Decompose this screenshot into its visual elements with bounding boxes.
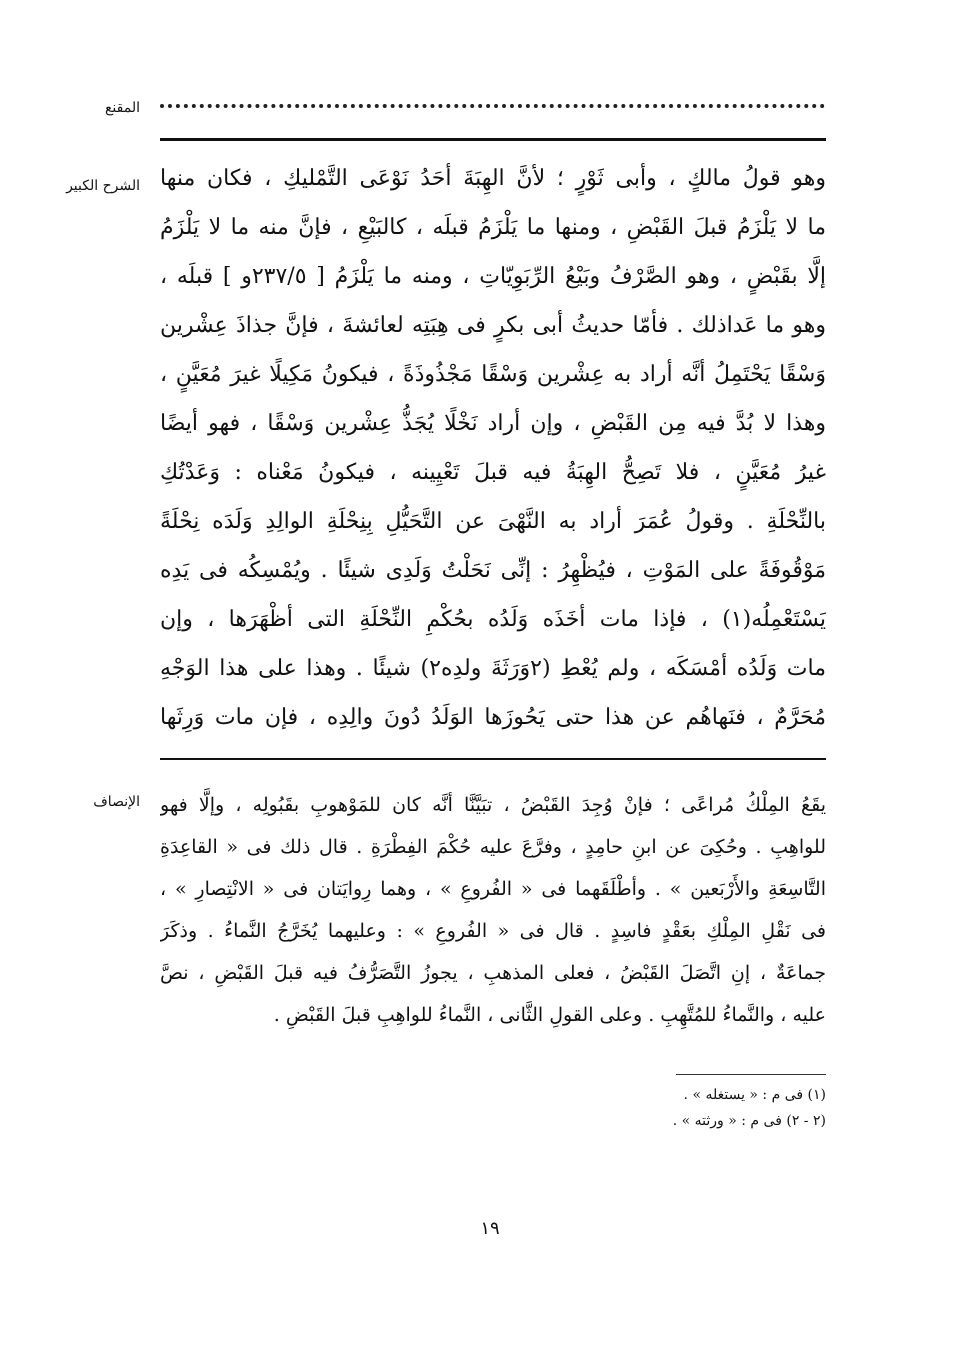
sharh-text-block: [160, 154, 826, 742]
insaf-section-label: الإنصاف: [93, 794, 140, 810]
footnote-item: (٢ - ٢) فى م : « ورثته » .: [672, 1113, 826, 1129]
insaf-line: للواهِبِ . وحُكِىَ عن ابنِ حامِدٍ ، وفرَّعَ عليه حُكْمَ الفِطْرَةِ . قال ذلك فى « القاعِدَةِ: [160, 836, 826, 858]
header-rule: [160, 138, 826, 141]
insaf-line: التَّاسِعَةِ والأَرْبَعين » . وأطْلَقَهما فى « الفُروعِ » ، وهما رِوايَتان فى « الانْتِصارِ » ،: [160, 878, 826, 900]
insaf-line: عليه ، والنَّماءُ للمُتَّهِبِ . وعلى القولِ الثَّانى ، النَّماءُ للواهِبِ قبلَ القَبْضِ .: [273, 1004, 826, 1026]
running-header-title: المقنع: [104, 100, 140, 116]
insaf-line: فى نَقْلِ المِلْكِ بعَقْدٍ فاسِدٍ . قال فى « الفُروعِ » : وعليهما يُخَرَّجُ النَّماءُ . وذكَرَ: [160, 920, 826, 942]
sharh-line: وهو ما عَداذلك . فأمّا حديثُ أبى بكرٍ فى هِبَتِه لعائشةَ ، فإنَّ جذاذَ عِشْرين: [160, 313, 826, 338]
sharh-line: غيرُ مُعَيَّنٍ ، فلا تَصِحُّ الهِبَةُ فيه قبلَ تَعْيِينه ، فيكونُ مَعْناه : وَعَدْتُكِ: [160, 460, 826, 485]
sharh-section-label: الشرح الكبير: [66, 178, 140, 194]
sharh-line: ما لا يَلْزَمُ قبلَ القَبْضِ ، ومنها ما يَلْزَمُ قبلَه ، كالبَيْعِ ، فإنَّ منه ما لا يَلْزَمُ: [160, 215, 826, 240]
insaf-line: يقَعُ المِلْكُ مُراعًى ؛ فإنْ وُجِدَ القَبْضُ ، تبَيَّنَّا أنَّه كان للمَوْهوبِ بقَبُولِه ، وإلَّا فهو: [160, 794, 826, 816]
footnote-item: (١) فى م : « يستغله » .: [683, 1087, 826, 1103]
sharh-line: بالنِّحْلَةِ . وقولُ عُمَرَ أراد به النَّهْىَ عن التَّحَيُّلِ بِنِحْلَةِ الوالِدِ وَلَدَه نِحْلَةً: [160, 509, 826, 534]
sharh-line: وَسْقًا يَحْتَمِلُ أنَّه أراد به عِشْرين وَسْقًا مَجْذُوذَةً ، فيكونُ مَكِيلًا غيرَ مُعَيَّنٍ ،: [160, 362, 826, 387]
sharh-line: وهو قولُ مالكٍ ، وأبى ثَوْرٍ ؛ لأنَّ الهِبَةَ أحَدُ نَوْعَى التَّمْليكِ ، فكان منها: [160, 166, 826, 191]
sharh-line: مات وَلَدُه أمْسَكَه ، ولم يُعْطِ (٢وَرَثَةَ ولدِه٢) شيئًا . وهذا على هذا الوَجْهِ: [160, 656, 826, 681]
sharh-line: مُحَرَّمٌ ، فنَهاهُم عن هذا حتى يَحُوزَها الوَلَدُ دُونَ والِدِه ، فإن مات وَرِثَها: [160, 705, 826, 730]
sharh-line: وهذا لا بُدَّ فيه مِن القَبْضِ ، وإن أراد نَخْلًا يُجَذُّ عِشْرين وَسْقًا ، فهو أيضًا: [160, 411, 826, 436]
sharh-line: يَسْتَعْمِلُه(١) ، فإذا مات أخَذَه وَلَدُه بحُكْمِ النِّحْلَةِ التى أظْهَرَها ، وإن: [160, 607, 826, 632]
sharh-line: إلَّا بقَبْضٍ ، وهو الصَّرْفُ وبَيْعُ الرِّبَوِيّاتِ ، ومنه ما يَلْزَمُ [ ٢٣٧/٥و ] قبلَه ،: [160, 264, 826, 289]
header-dotted-leader: [160, 104, 825, 108]
footnotes: [520, 1082, 826, 1134]
insaf-text-block: [160, 784, 826, 1036]
sharh-line: مَوْقُوفَةً على المَوْتِ ، فيُظْهِرُ : إنِّى نَحَلْتُ وَلَدِى شيئًا . ويُمْسِكُه فى يَدِه: [160, 558, 826, 583]
page-number: ١٩: [480, 1218, 500, 1239]
insaf-line: جماعَةٌ ، إنِ اتَّصَلَ القَبْضُ ، فعلى المذهبِ ، يجوزُ التَّصَرُّفُ فيه قبلَ القَبْضِ ، نصَّ: [160, 962, 826, 984]
footnote-rule: [676, 1074, 826, 1075]
section-divider-rule: [160, 758, 826, 760]
